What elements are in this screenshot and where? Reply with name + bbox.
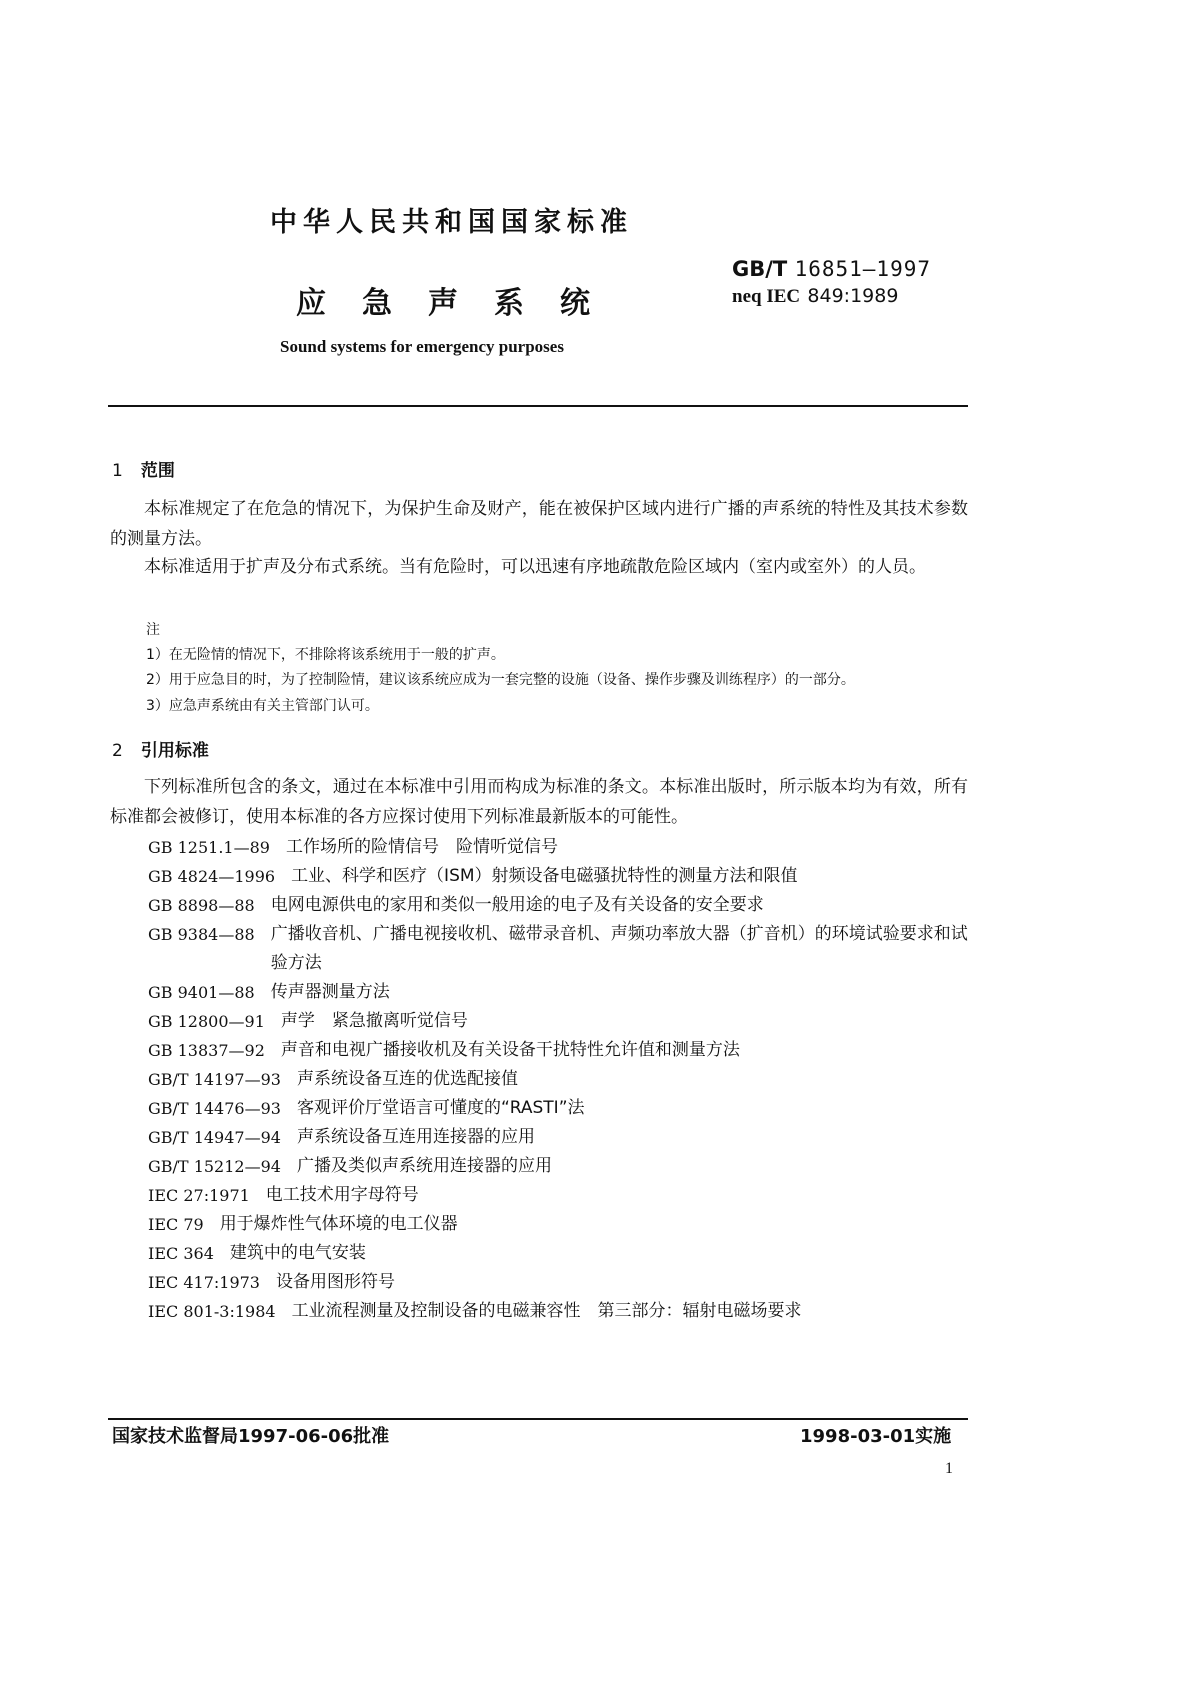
reference-code: GB/T 14197—93 — [148, 1070, 281, 1089]
reference-code: IEC 364 — [148, 1244, 214, 1263]
reference-item — [148, 862, 978, 891]
equivalence-prefix: neq IEC — [732, 286, 801, 307]
reference-code: GB 9401—88 — [148, 983, 255, 1002]
reference-name: 建筑中的电气安装 — [229, 1243, 366, 1263]
reference-name: 客观评价厅堂语言可懂度的“RASTI”法 — [296, 1098, 585, 1118]
standard-subtitle: Sound systems for emergency purposes — [280, 337, 564, 356]
reference-item — [148, 920, 978, 978]
reference-name: 电工技术用字母符号 — [265, 1185, 419, 1205]
reference-code: GB/T 14947—94 — [148, 1128, 281, 1147]
reference-item — [148, 1036, 978, 1065]
page-number: 1 — [945, 1460, 953, 1477]
note-label: 注 — [146, 622, 160, 638]
reference-code: GB 8898—88 — [148, 896, 255, 915]
reference-item — [148, 1152, 978, 1181]
approval-line: 国家技术监督局1997-06-06批准 — [112, 1426, 390, 1447]
section-2-paragraph: 下列标准所包含的条文，通过在本标准中引用而构成为标准的条文。本标准出版时，所示版本均为有效，所有标准都会被修订，使用本标准的各方应探讨使用下列标准最新版本的可能性。 — [110, 777, 968, 827]
note-1: 1）在无险情的情况下，不排除将该系统用于一般的扩声。 — [146, 647, 505, 663]
reference-name: 用于爆炸性气体环境的电工仪器 — [219, 1214, 458, 1234]
reference-code: IEC 801-3:1984 — [148, 1302, 276, 1321]
reference-code: GB/T 14476—93 — [148, 1099, 281, 1118]
reference-name: 声音和电视广播接收机及有关设备干扰特性允许值和测量方法 — [280, 1040, 740, 1060]
reference-name: 设备用图形符号 — [275, 1272, 395, 1292]
reference-item — [148, 891, 978, 920]
section-2-title: 引用标准 — [140, 741, 209, 761]
section-1-heading — [112, 456, 175, 481]
reference-code: GB/T 15212—94 — [148, 1157, 281, 1176]
reference-item — [148, 1210, 978, 1239]
reference-item — [148, 1181, 978, 1210]
note-2: 2）用于应急目的时，为了控制险情，建议该系统应成为一套完整的设施（设备、操作步骤及训练程序）的一部分。 — [146, 672, 855, 688]
reference-code: IEC 79 — [148, 1215, 204, 1234]
reference-item — [148, 1297, 978, 1326]
reference-item — [148, 1094, 978, 1123]
section-1-paragraph-1: 本标准规定了在危急的情况下，为保护生命及财产，能在被保护区域内进行广播的声系统的特性及其技术参数的测量方法。 — [110, 499, 968, 549]
reference-name: 广播及类似声系统用连接器的应用 — [296, 1156, 552, 1176]
section-1-title: 范围 — [140, 461, 175, 481]
reference-code: GB 1251.1—89 — [148, 838, 270, 857]
reference-item — [148, 1007, 978, 1036]
national-standard-title: 中华人民共和国国家标准 — [270, 207, 633, 238]
standard-title: 应急声系统 — [296, 286, 626, 321]
reference-item — [148, 1065, 978, 1094]
reference-code: IEC 417:1973 — [148, 1273, 260, 1292]
section-1-paragraph-2: 本标准适用于扩声及分布式系统。当有危险时，可以迅速有序地疏散危险区域内（室内或室外）的人员。 — [144, 557, 926, 577]
standard-number: 16851—1997 — [794, 257, 931, 281]
header-divider — [108, 405, 968, 407]
reference-item — [148, 1239, 978, 1268]
reference-name: 声系统设备互连的优选配接值 — [296, 1069, 518, 1089]
standard-code-block — [732, 256, 931, 310]
reference-name: 广播收音机、广播电视接收机、磁带录音机、声频功率放大器（扩音机）的环境试验要求和试验方法 — [270, 924, 968, 973]
footer-divider — [108, 1418, 968, 1420]
standard-number-line — [732, 256, 931, 282]
reference-code: GB 13837—92 — [148, 1041, 265, 1060]
note-3: 3）应急声系统由有关主管部门认可。 — [146, 698, 379, 714]
reference-item — [148, 1268, 978, 1297]
reference-item — [148, 833, 978, 862]
reference-name: 声系统设备互连用连接器的应用 — [296, 1127, 535, 1147]
reference-item — [148, 978, 978, 1007]
reference-code: GB 9384—88 — [148, 925, 255, 944]
implementation-date: 1998-03-01实施 — [800, 1426, 952, 1447]
section-2-heading — [112, 736, 209, 761]
equivalence-line — [732, 282, 931, 310]
section-1-number: 1 — [112, 461, 123, 481]
reference-name: 传声器测量方法 — [270, 982, 390, 1002]
reference-code: GB 12800—91 — [148, 1012, 265, 1031]
referenced-standards-list — [148, 833, 978, 1326]
reference-name: 工业、科学和医疗（ISM）射频设备电磁骚扰特性的测量方法和限值 — [291, 866, 798, 886]
reference-code: GB 4824—1996 — [148, 867, 276, 886]
section-2-number: 2 — [112, 741, 123, 761]
reference-name: 工业流程测量及控制设备的电磁兼容性 第三部分：辐射电磁场要求 — [291, 1301, 802, 1321]
reference-code: IEC 27:1971 — [148, 1186, 250, 1205]
reference-name: 电网电源供电的家用和类似一般用途的电子及有关设备的安全要求 — [270, 895, 764, 915]
reference-item — [148, 1123, 978, 1152]
standard-prefix: GB/T — [732, 257, 788, 281]
equivalence-number: 849:1989 — [807, 285, 899, 307]
reference-name: 声学 紧急撤离听觉信号 — [280, 1011, 468, 1031]
reference-name: 工作场所的险情信号 险情听觉信号 — [285, 837, 558, 857]
